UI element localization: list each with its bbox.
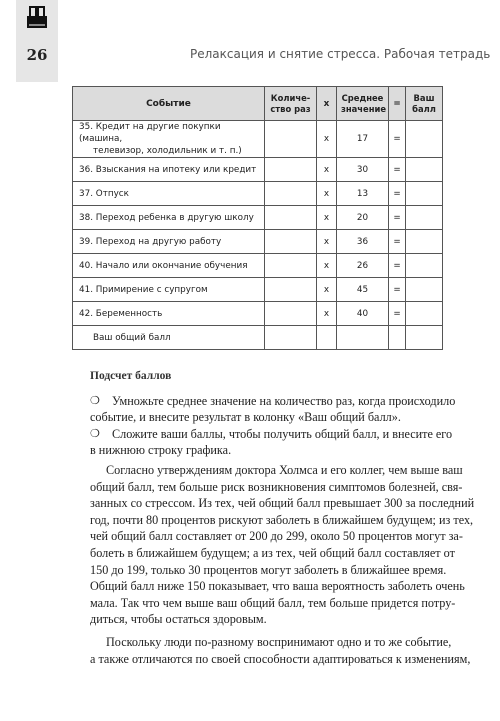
running-header: Релаксация и снятие стресса. Рабочая тетрадь bbox=[190, 47, 491, 61]
table-row bbox=[73, 230, 443, 254]
body-text bbox=[90, 462, 475, 673]
count-cell[interactable] bbox=[265, 302, 317, 326]
page-number: 26 bbox=[26, 46, 48, 64]
equals-cell: = bbox=[389, 254, 406, 278]
life-events-table bbox=[72, 86, 443, 350]
paragraph: Согласно утверждениям доктора Холмса и его коллег, чем выше ваш общий балл, тем больше риск возникновения симптомов болезней, свя- занных со стрессом. Из тех, чей общий балл превышает 300 за последний год, почти 80 процентов рискуют заболеть в ближайшем будущем; из тех, чей общий балл составляет от 200 до 299, около 50 процентов могут за- болеть в ближайшем будущем; а из тех, чей общий балл составляет от 150 до 199, только 30 процентов могут заболеть в ближайшее время. Общий балл ниже 150 показывает, что ваша вероятность заболеть очень мала. Так что чем выше ваш общий балл, тем больше придется потру- диться, чтобы остаться здоровым. bbox=[90, 463, 475, 627]
average-cell: 20 bbox=[337, 206, 389, 230]
average-cell: 30 bbox=[337, 158, 389, 182]
times-cell: x bbox=[317, 302, 337, 326]
times-cell: x bbox=[317, 206, 337, 230]
header-event: Событие bbox=[73, 87, 265, 121]
count-cell[interactable] bbox=[265, 278, 317, 302]
total-label: Ваш общий балл bbox=[73, 326, 265, 350]
header-score: Ваш балл bbox=[406, 87, 443, 121]
count-cell[interactable] bbox=[265, 230, 317, 254]
times-cell: x bbox=[317, 278, 337, 302]
binder-clip-icon bbox=[24, 4, 50, 30]
equals-cell: = bbox=[389, 158, 406, 182]
score-cell[interactable] bbox=[406, 278, 443, 302]
times-cell: x bbox=[317, 158, 337, 182]
equals-cell: = bbox=[389, 302, 406, 326]
section-heading: Подсчет баллов bbox=[90, 370, 172, 382]
event-cell: 36. Взыскания на ипотеку или кредит bbox=[73, 158, 265, 182]
count-cell[interactable] bbox=[265, 206, 317, 230]
count-cell[interactable] bbox=[265, 254, 317, 278]
table-row bbox=[73, 121, 443, 158]
times-cell: x bbox=[317, 182, 337, 206]
total-score-cell[interactable] bbox=[406, 326, 443, 350]
header-equals: = bbox=[389, 87, 406, 121]
score-cell[interactable] bbox=[406, 121, 443, 158]
page-number-tab bbox=[16, 0, 58, 82]
equals-cell: = bbox=[389, 182, 406, 206]
total-average-cell bbox=[337, 326, 389, 350]
total-times-cell bbox=[317, 326, 337, 350]
event-cell: 38. Переход ребенка в другую школу bbox=[73, 206, 265, 230]
average-cell: 17 bbox=[337, 121, 389, 158]
equals-cell: = bbox=[389, 278, 406, 302]
total-equals-cell bbox=[389, 326, 406, 350]
instruction-item: ❍ Умножьте среднее значение на количество раз, когда происходило событие, и внесите результат в колонку «Ваш общий балл». bbox=[90, 394, 456, 424]
table-row bbox=[73, 302, 443, 326]
table-row bbox=[73, 254, 443, 278]
count-cell[interactable] bbox=[265, 158, 317, 182]
header-times: x bbox=[317, 87, 337, 121]
times-cell: x bbox=[317, 254, 337, 278]
times-cell: x bbox=[317, 230, 337, 254]
event-cell: 37. Отпуск bbox=[73, 182, 265, 206]
count-cell[interactable] bbox=[265, 182, 317, 206]
average-cell: 13 bbox=[337, 182, 389, 206]
scoring-instructions bbox=[90, 393, 456, 459]
event-cell: 35. Кредит на другие покупки (машина, телевизор, холодильник и т. п.) bbox=[73, 121, 265, 158]
table-row bbox=[73, 278, 443, 302]
event-cell: 40. Начало или окончание обучения bbox=[73, 254, 265, 278]
average-cell: 26 bbox=[337, 254, 389, 278]
table-header-row bbox=[73, 87, 443, 121]
score-cell[interactable] bbox=[406, 206, 443, 230]
count-cell[interactable] bbox=[265, 121, 317, 158]
equals-cell: = bbox=[389, 121, 406, 158]
average-cell: 45 bbox=[337, 278, 389, 302]
equals-cell: = bbox=[389, 230, 406, 254]
event-cell: 41. Примирение с супругом bbox=[73, 278, 265, 302]
event-cell: 42. Беременность bbox=[73, 302, 265, 326]
event-cell: 39. Переход на другую работу bbox=[73, 230, 265, 254]
table-row bbox=[73, 206, 443, 230]
average-cell: 36 bbox=[337, 230, 389, 254]
equals-cell: = bbox=[389, 206, 406, 230]
score-cell[interactable] bbox=[406, 302, 443, 326]
total-row bbox=[73, 326, 443, 350]
total-count-cell bbox=[265, 326, 317, 350]
instruction-item: ❍ Сложите ваши баллы, чтобы получить общий балл, и внесите его в нижнюю строку графика. bbox=[90, 427, 453, 457]
circle-bullet-icon: ❍ bbox=[90, 395, 100, 407]
header-count: Количе- ство раз bbox=[265, 87, 317, 121]
score-cell[interactable] bbox=[406, 230, 443, 254]
paragraph: Поскольку люди по-разному воспринимают одно и то же событие, а также отличаются по своей способности адаптироваться к изменениям, bbox=[90, 634, 471, 666]
score-cell[interactable] bbox=[406, 254, 443, 278]
average-cell: 40 bbox=[337, 302, 389, 326]
score-cell[interactable] bbox=[406, 182, 443, 206]
score-cell[interactable] bbox=[406, 158, 443, 182]
header-average: Среднее значение bbox=[337, 87, 389, 121]
table-row bbox=[73, 158, 443, 182]
times-cell: x bbox=[317, 121, 337, 158]
circle-bullet-icon: ❍ bbox=[90, 428, 100, 440]
table-row bbox=[73, 182, 443, 206]
